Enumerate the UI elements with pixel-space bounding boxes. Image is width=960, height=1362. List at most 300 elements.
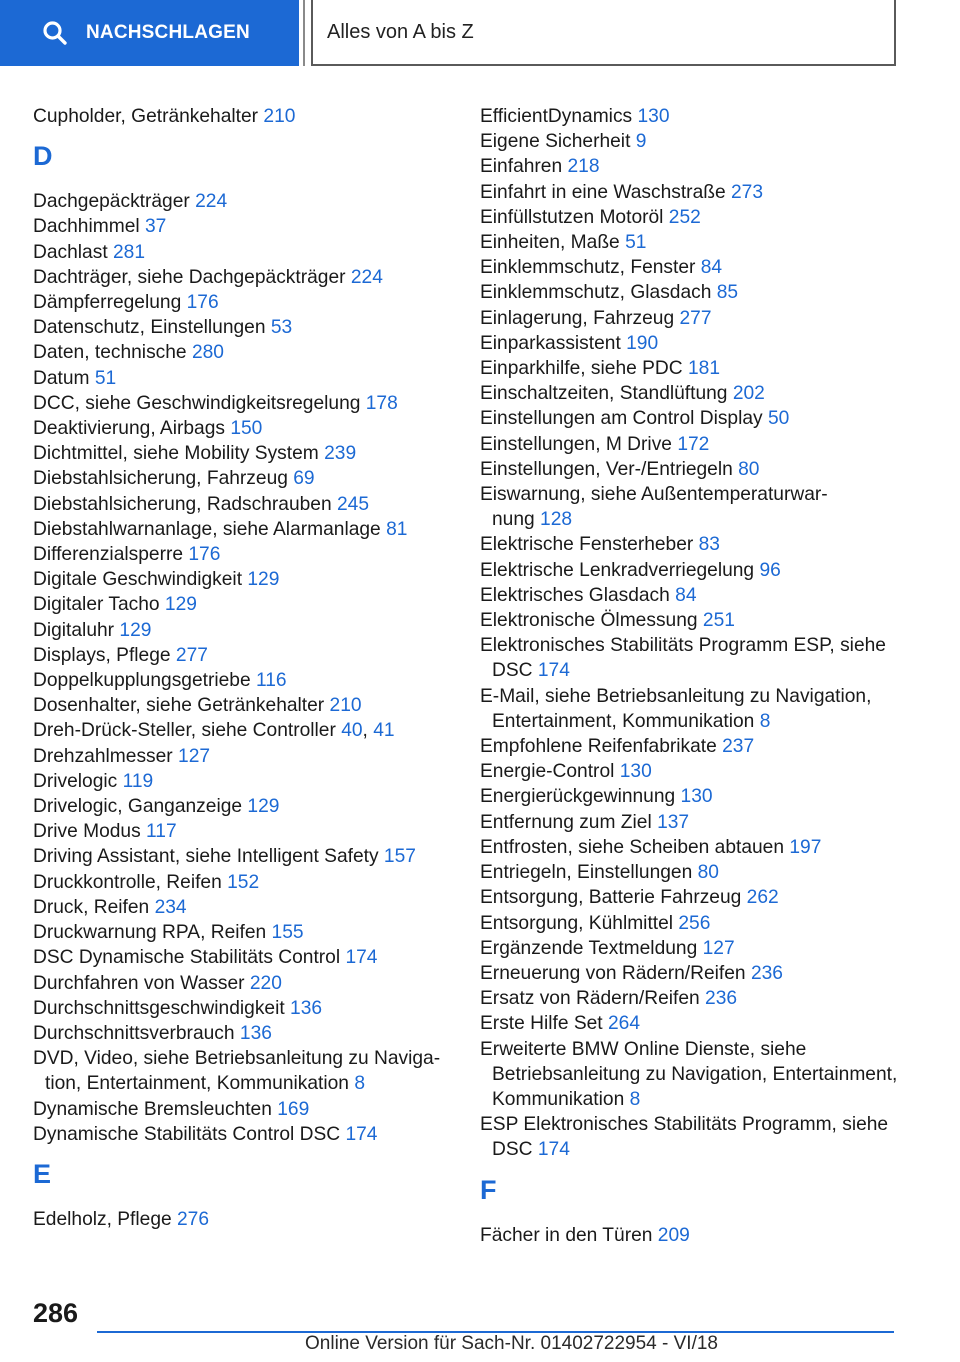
index-entry bbox=[480, 1037, 910, 1113]
page-link[interactable]: 273 bbox=[730, 181, 763, 203]
page-link[interactable]: 190 bbox=[626, 332, 659, 354]
page-link[interactable]: 40 bbox=[341, 720, 363, 742]
page-link[interactable]: 181 bbox=[687, 358, 720, 380]
page-link[interactable]: 96 bbox=[759, 559, 781, 581]
index-term: Entfrosten, siehe Scheiben abtauen bbox=[480, 836, 785, 858]
index-entry bbox=[33, 592, 443, 617]
index-entry bbox=[33, 542, 443, 567]
index-term: Diebstahlwarnanlage, siehe Alarmanlage bbox=[33, 518, 381, 540]
index-term: Einfahren bbox=[480, 156, 563, 178]
page-link[interactable]: 80 bbox=[738, 458, 760, 480]
page-link[interactable]: 84 bbox=[675, 584, 697, 606]
page-link[interactable]: 174 bbox=[537, 660, 570, 682]
page-link[interactable]: 152 bbox=[227, 871, 260, 893]
page-link[interactable]: 224 bbox=[195, 191, 228, 213]
page-link[interactable]: 281 bbox=[113, 241, 146, 263]
index-entry bbox=[480, 860, 910, 885]
page-link[interactable]: 85 bbox=[716, 282, 739, 304]
index-term: Erneuerung von Rädern/Reifen bbox=[480, 962, 746, 984]
page-link[interactable]: 41 bbox=[373, 720, 395, 742]
page-link[interactable]: 251 bbox=[702, 610, 735, 632]
index-entry-line bbox=[480, 129, 910, 154]
index-term: Dynamische Stabilitäts Control DSC bbox=[33, 1123, 341, 1145]
index-entry bbox=[33, 290, 443, 315]
index-term: Elektrisches Glasdach bbox=[480, 584, 670, 606]
index-entry-line bbox=[33, 567, 443, 592]
index-entry bbox=[33, 870, 443, 895]
index-entry-line bbox=[33, 290, 443, 315]
index-term: Eigene Sicherheit bbox=[480, 131, 631, 153]
index-entry-line bbox=[480, 532, 910, 557]
index-term: Dämpferregelung bbox=[33, 292, 182, 314]
index-entry bbox=[480, 154, 910, 179]
index-entry-line bbox=[480, 684, 910, 709]
index-entry bbox=[33, 265, 443, 290]
index-term: Einstellungen, M Drive bbox=[480, 433, 672, 455]
letter-spacer bbox=[33, 170, 443, 189]
index-entry-line bbox=[33, 643, 443, 668]
index-entry-line bbox=[480, 961, 910, 986]
page-link[interactable]: 127 bbox=[178, 745, 211, 767]
index-entry bbox=[480, 633, 910, 683]
page-link[interactable]: 174 bbox=[537, 1139, 570, 1161]
index-entry bbox=[480, 532, 910, 557]
page-link[interactable]: 51 bbox=[94, 367, 117, 389]
index-entry bbox=[480, 180, 910, 205]
letter-spacer bbox=[33, 129, 443, 143]
header-divider bbox=[303, 0, 305, 66]
index-entry bbox=[480, 734, 910, 759]
index-entry bbox=[480, 961, 910, 986]
index-entry bbox=[480, 911, 910, 936]
index-entry-continuation bbox=[33, 1071, 443, 1096]
page-link[interactable]: 172 bbox=[677, 433, 710, 455]
index-entry-line bbox=[480, 482, 910, 507]
page-link[interactable]: 239 bbox=[324, 443, 357, 465]
page-separator: , bbox=[362, 720, 368, 742]
index-entry bbox=[480, 381, 910, 406]
page-link[interactable]: 197 bbox=[789, 836, 822, 858]
index-entry bbox=[33, 416, 443, 441]
index-entry bbox=[33, 214, 443, 239]
section-letter: F bbox=[480, 1174, 497, 1205]
index-entry-line bbox=[480, 154, 910, 179]
index-entry bbox=[480, 280, 910, 305]
index-entry bbox=[33, 895, 443, 920]
index-entry-continuation bbox=[480, 658, 910, 683]
index-term: Erweiterte BMW Online Dienste, siehe bbox=[480, 1038, 807, 1060]
index-entry bbox=[33, 945, 443, 970]
index-entry bbox=[33, 718, 443, 743]
section-title-tab bbox=[311, 0, 896, 66]
index-term: Digitale Geschwindigkeit bbox=[33, 569, 243, 591]
page-link[interactable]: 277 bbox=[175, 644, 208, 666]
index-term: Energierückgewinnung bbox=[480, 786, 676, 808]
index-term: Einfüllstutzen Motoröl bbox=[480, 206, 664, 228]
index-term: Deaktivierung, Airbags bbox=[33, 418, 225, 440]
page-link[interactable]: 178 bbox=[365, 392, 398, 414]
page-link[interactable]: 237 bbox=[722, 736, 755, 758]
index-entry bbox=[480, 1223, 910, 1248]
index-term: Ersatz von Rädern/Reifen bbox=[480, 988, 700, 1010]
page-link[interactable]: 127 bbox=[702, 937, 735, 959]
index-entry-line bbox=[480, 986, 910, 1011]
index-term: Cupholder, Getränkehalter bbox=[33, 106, 259, 127]
page-link[interactable]: 176 bbox=[186, 292, 219, 314]
index-entry bbox=[33, 466, 443, 491]
index-entry-line bbox=[33, 744, 443, 769]
index-term: Entfernung zum Ziel bbox=[480, 811, 652, 833]
index-term-continuation: Entertainment, Kommunikation bbox=[492, 710, 755, 732]
index-entry-line bbox=[480, 885, 910, 910]
section-title: Alles von A bis Z bbox=[327, 20, 474, 43]
index-entry-line bbox=[480, 331, 910, 356]
page-link[interactable]: 236 bbox=[705, 988, 738, 1010]
online-version-note: Online Version für Sach-Nr. 01402722954 - VI/18 bbox=[305, 1333, 718, 1354]
index-term-continuation: Kommunikation bbox=[492, 1088, 625, 1110]
index-entry-line bbox=[480, 1011, 910, 1036]
page-link[interactable]: 174 bbox=[345, 1123, 378, 1145]
index-entry-line bbox=[480, 230, 910, 255]
page-link[interactable]: 169 bbox=[277, 1098, 310, 1120]
index-entry-line bbox=[33, 441, 443, 466]
index-entry bbox=[480, 583, 910, 608]
index-entry-line bbox=[33, 517, 443, 542]
index-entry-line bbox=[33, 870, 443, 895]
index-term: Dreh-Drück-Steller, siehe Controller bbox=[33, 720, 336, 742]
index-term: Dachlast bbox=[33, 241, 108, 263]
index-entry bbox=[33, 1021, 443, 1046]
index-entry bbox=[33, 693, 443, 718]
index-entry-line bbox=[480, 633, 910, 658]
index-term: Energie-Control bbox=[480, 761, 615, 783]
index-entry bbox=[480, 406, 910, 431]
index-term: Ergänzende Textmeldung bbox=[480, 937, 698, 959]
index-term: Einparkhilfe, siehe PDC bbox=[480, 358, 683, 380]
index-term-continuation: nung bbox=[492, 509, 535, 531]
page-link[interactable]: 8 bbox=[759, 710, 771, 732]
index-entry-line bbox=[480, 306, 910, 331]
page-link[interactable]: 157 bbox=[383, 846, 416, 868]
index-entry bbox=[480, 759, 910, 784]
index-term: Eiswarnung, siehe Außentemperaturwar- bbox=[480, 484, 828, 506]
index-entry bbox=[33, 517, 443, 542]
index-entry-line bbox=[33, 1046, 443, 1071]
index-entry bbox=[480, 129, 910, 154]
index-entry bbox=[33, 366, 443, 391]
index-entry-line bbox=[33, 104, 443, 129]
index-term: EfficientDynamics bbox=[480, 106, 633, 127]
index-term-continuation: DSC bbox=[492, 660, 533, 682]
index-term: Elektrische Lenkradverriegelung bbox=[480, 559, 755, 581]
index-entry bbox=[33, 1122, 443, 1147]
page-link[interactable]: 50 bbox=[767, 408, 790, 430]
page-link[interactable]: 130 bbox=[637, 106, 670, 127]
index-entry-line bbox=[480, 180, 910, 205]
index-entry bbox=[33, 189, 443, 214]
index-term: Erste Hilfe Set bbox=[480, 1013, 603, 1035]
page-link[interactable]: 129 bbox=[164, 594, 197, 616]
index-entry bbox=[480, 986, 910, 1011]
page-link[interactable]: 264 bbox=[607, 1013, 640, 1035]
index-entry-line bbox=[480, 356, 910, 381]
index-entry-line bbox=[480, 1223, 910, 1248]
section-letter: E bbox=[33, 1158, 52, 1189]
index-term: ESP Elektronisches Stabilitäts Programm, siehe bbox=[480, 1114, 889, 1136]
index-term: Durchschnittsgeschwindigkeit bbox=[33, 997, 285, 1019]
index-entry-line bbox=[480, 835, 910, 860]
index-entry-line bbox=[33, 895, 443, 920]
index-term: Dachträger, siehe Dachgepäckträger bbox=[33, 266, 346, 288]
page-link[interactable]: 209 bbox=[657, 1224, 690, 1246]
index-entry-line bbox=[33, 492, 443, 517]
index-term: Dachhimmel bbox=[33, 216, 140, 238]
page-link[interactable]: 210 bbox=[329, 695, 362, 717]
index-entry bbox=[33, 391, 443, 416]
page-header bbox=[0, 0, 960, 66]
index-entry-line bbox=[480, 734, 910, 759]
index-entry bbox=[33, 1097, 443, 1122]
page-link[interactable]: 220 bbox=[249, 972, 282, 994]
letter-spacer bbox=[33, 1188, 443, 1207]
page-link[interactable]: 137 bbox=[657, 811, 690, 833]
index-entry bbox=[33, 1046, 443, 1096]
index-entry-line bbox=[33, 1097, 443, 1122]
page-link[interactable]: 51 bbox=[625, 232, 647, 254]
page-link[interactable]: 69 bbox=[293, 468, 315, 490]
index-column-left bbox=[33, 104, 443, 1232]
index-term: Displays, Pflege bbox=[33, 644, 171, 666]
page-link[interactable]: 150 bbox=[230, 418, 263, 440]
index-entry-line bbox=[33, 315, 443, 340]
index-term-continuation: Betriebsanleitung zu Navigation, Entertainment, bbox=[492, 1063, 898, 1085]
index-term: Empfohlene Reifenfabrikate bbox=[480, 736, 717, 758]
page-link[interactable]: 117 bbox=[146, 821, 177, 843]
index-entry bbox=[33, 744, 443, 769]
index-entry bbox=[480, 885, 910, 910]
page-link[interactable]: 128 bbox=[540, 509, 573, 531]
index-entry bbox=[33, 668, 443, 693]
index-term: DSC Dynamische Stabilitäts Control bbox=[33, 947, 341, 969]
page-link[interactable]: 116 bbox=[255, 670, 287, 692]
page-link[interactable]: 129 bbox=[247, 796, 280, 818]
nachschlagen-tab[interactable] bbox=[0, 0, 299, 66]
index-entry bbox=[480, 331, 910, 356]
index-entry bbox=[33, 794, 443, 819]
index-entry-line bbox=[33, 240, 443, 265]
index-entry bbox=[480, 684, 910, 734]
page-link[interactable]: 252 bbox=[668, 206, 701, 228]
index-entry-line bbox=[480, 608, 910, 633]
index-term: Drivelogic, Ganganzeige bbox=[33, 796, 243, 818]
index-entry-line bbox=[33, 265, 443, 290]
index-term: Einfahrt in eine Waschstraße bbox=[480, 181, 726, 203]
index-term: Fächer in den Türen bbox=[480, 1224, 653, 1246]
index-entry-line bbox=[480, 558, 910, 583]
index-term: Elektronisches Stabilitäts Programm ESP, siehe bbox=[480, 635, 886, 657]
index-entry-line bbox=[480, 457, 910, 482]
index-term-continuation: tion, Entertainment, Kommunikation bbox=[45, 1073, 349, 1095]
index-entry-line bbox=[33, 189, 443, 214]
index-term: Durchschnittsverbrauch bbox=[33, 1022, 235, 1044]
index-term: Diebstahlsicherung, Radschrauben bbox=[33, 493, 332, 515]
index-entry-line bbox=[33, 693, 443, 718]
index-term: DCC, siehe Geschwindigkeitsregelung bbox=[33, 392, 361, 414]
index-term: Driving Assistant, siehe Intelligent Safety bbox=[33, 846, 379, 868]
index-term: Druckkontrolle, Reifen bbox=[33, 871, 222, 893]
page-link[interactable]: 174 bbox=[345, 947, 378, 969]
index-entry-line bbox=[33, 214, 443, 239]
index-term: Drive Modus bbox=[33, 821, 141, 843]
index-entry bbox=[33, 971, 443, 996]
page-link[interactable]: 80 bbox=[697, 862, 719, 884]
index-entry bbox=[33, 996, 443, 1021]
index-column-right bbox=[480, 104, 910, 1248]
index-term: Digitaler Tacho bbox=[33, 594, 160, 616]
index-entry-line bbox=[33, 844, 443, 869]
index-entry-line bbox=[480, 381, 910, 406]
index-entry-line bbox=[33, 366, 443, 391]
page-link[interactable]: 53 bbox=[270, 317, 293, 339]
index-term: Einklemmschutz, Glasdach bbox=[480, 282, 712, 304]
index-term: Doppelkupplungsgetriebe bbox=[33, 670, 251, 692]
index-entry bbox=[480, 608, 910, 633]
page-link[interactable]: 155 bbox=[271, 922, 304, 944]
index-entry-line bbox=[33, 769, 443, 794]
index-entry bbox=[480, 255, 910, 280]
index-term: Drivelogic bbox=[33, 770, 118, 792]
index-entry-continuation bbox=[480, 1087, 910, 1112]
index-entry-line bbox=[33, 920, 443, 945]
index-entry bbox=[480, 230, 910, 255]
index-entry bbox=[33, 441, 443, 466]
index-term: Daten, technische bbox=[33, 342, 187, 364]
index-entry-line bbox=[33, 1122, 443, 1147]
page-link[interactable]: 136 bbox=[239, 1022, 272, 1044]
index-entry bbox=[33, 618, 443, 643]
index-term: Elektrische Fensterheber bbox=[480, 534, 694, 556]
index-entry bbox=[480, 104, 910, 129]
page-link[interactable]: 83 bbox=[698, 534, 720, 556]
page-link[interactable]: 129 bbox=[119, 619, 152, 641]
index-entry-line bbox=[480, 280, 910, 305]
index-entry bbox=[33, 819, 443, 844]
page-link[interactable]: 262 bbox=[746, 887, 779, 909]
index-entry bbox=[480, 1011, 910, 1036]
index-entry-line bbox=[33, 971, 443, 996]
index-entry-line bbox=[480, 255, 910, 280]
index-entry-line bbox=[33, 618, 443, 643]
index-entry-line bbox=[33, 794, 443, 819]
index-entry-continuation bbox=[480, 507, 910, 532]
index-entry bbox=[480, 1112, 910, 1162]
page-link[interactable]: 202 bbox=[732, 383, 765, 405]
index-entry-line bbox=[480, 432, 910, 457]
page-link[interactable]: 136 bbox=[290, 997, 323, 1019]
index-entry-line bbox=[33, 592, 443, 617]
page-link[interactable]: 129 bbox=[247, 569, 280, 591]
index-term: Einklemmschutz, Fenster bbox=[480, 257, 696, 279]
index-term: Diebstahlsicherung, Fahrzeug bbox=[33, 468, 288, 490]
index-entry bbox=[33, 844, 443, 869]
page-link[interactable]: 119 bbox=[122, 770, 154, 792]
page-link[interactable]: 84 bbox=[700, 257, 723, 279]
index-entry bbox=[480, 356, 910, 381]
index-entry bbox=[480, 558, 910, 583]
index-entry-line bbox=[33, 542, 443, 567]
page-link[interactable]: 81 bbox=[386, 518, 408, 540]
index-term: Dynamische Bremsleuchten bbox=[33, 1098, 272, 1120]
index-entry-line bbox=[480, 406, 910, 431]
page-link[interactable]: 245 bbox=[337, 493, 370, 515]
page-link[interactable]: 218 bbox=[567, 156, 600, 178]
index-term: Einheiten, Maße bbox=[480, 232, 620, 254]
index-entry-line bbox=[33, 416, 443, 441]
page-link[interactable]: 236 bbox=[750, 962, 783, 984]
index-entry-line bbox=[480, 1037, 910, 1062]
page-link[interactable]: 280 bbox=[191, 342, 224, 364]
index-term: Entriegeln, Einstellungen bbox=[480, 862, 693, 884]
index-entry bbox=[33, 1207, 443, 1232]
index-term: Druckwarnung RPA, Reifen bbox=[33, 922, 267, 944]
page-link[interactable]: 210 bbox=[263, 106, 296, 127]
index-entry bbox=[33, 340, 443, 365]
index-entry-line bbox=[480, 784, 910, 809]
index-term: Dachgepäckträger bbox=[33, 191, 190, 213]
index-entry-line bbox=[480, 936, 910, 961]
index-term: E-Mail, siehe Betriebsanleitung zu Navigation, bbox=[480, 685, 872, 707]
index-term: Elektronische Ölmessung bbox=[480, 610, 698, 632]
page-link[interactable]: 277 bbox=[679, 307, 712, 329]
index-entry bbox=[480, 810, 910, 835]
index-entry bbox=[480, 306, 910, 331]
index-entry-line bbox=[480, 860, 910, 885]
letter-spacer bbox=[33, 1147, 443, 1161]
index-entry bbox=[33, 104, 443, 129]
page-link[interactable]: 176 bbox=[188, 544, 221, 566]
page-link[interactable]: 234 bbox=[154, 896, 187, 918]
index-entry-continuation bbox=[480, 1137, 910, 1162]
page-link[interactable]: 224 bbox=[350, 266, 383, 288]
page-link[interactable]: 256 bbox=[678, 912, 711, 934]
index-term-continuation: DSC bbox=[492, 1139, 533, 1161]
index-entry-line bbox=[33, 945, 443, 970]
index-term: DVD, Video, siehe Betriebsanleitung zu Naviga- bbox=[33, 1048, 441, 1070]
index-term: Einschaltzeiten, Standlüftung bbox=[480, 383, 728, 405]
page-link[interactable]: 37 bbox=[144, 216, 167, 238]
page-link[interactable]: 130 bbox=[619, 761, 652, 783]
index-term: Einstellungen, Ver-/Entriegeln bbox=[480, 458, 733, 480]
index-term: Entsorgung, Kühlmittel bbox=[480, 912, 674, 934]
page-link[interactable]: 276 bbox=[177, 1208, 210, 1230]
index-term: Entsorgung, Batterie Fahrzeug bbox=[480, 887, 742, 909]
index-entry bbox=[480, 457, 910, 482]
index-entry bbox=[480, 784, 910, 809]
index-term: Druck, Reifen bbox=[33, 896, 150, 918]
page-link[interactable]: 130 bbox=[680, 786, 713, 808]
page-link[interactable]: 8 bbox=[629, 1088, 641, 1110]
page-link[interactable]: 9 bbox=[635, 131, 647, 153]
index-term: Digitaluhr bbox=[33, 619, 115, 641]
index-entry bbox=[480, 936, 910, 961]
index-entry-line bbox=[480, 1112, 910, 1137]
page-link[interactable]: 8 bbox=[354, 1073, 365, 1095]
index-entry-line bbox=[480, 583, 910, 608]
index-term: Einstellungen am Control Display bbox=[480, 408, 763, 430]
index-entry bbox=[33, 315, 443, 340]
index-entry-line bbox=[480, 205, 910, 230]
index-term: Drehzahlmesser bbox=[33, 745, 173, 767]
